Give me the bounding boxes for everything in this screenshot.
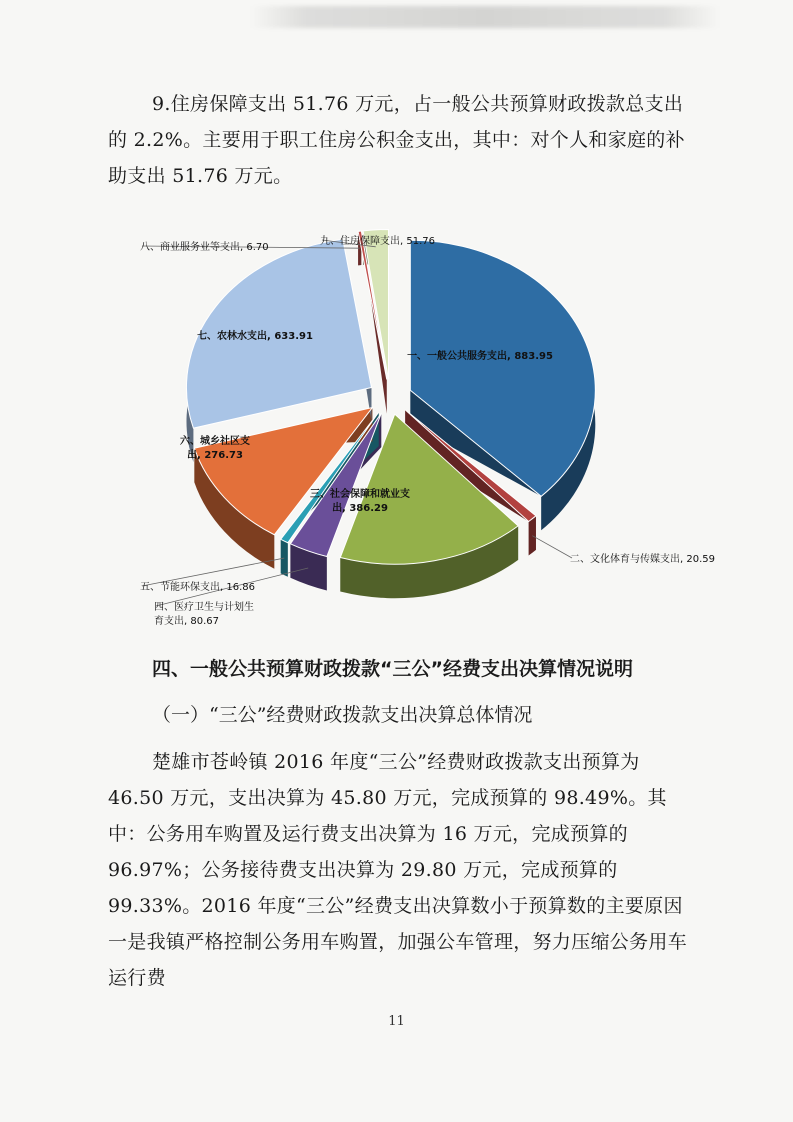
pie-svg [120, 222, 715, 642]
slice-label: 五、节能环保支出, 16.86 [140, 582, 255, 593]
scan-shadow [250, 6, 720, 28]
slice-label: 四、医疗卫生与计划生 [154, 602, 254, 613]
pie-slice [363, 229, 388, 379]
expenditure-pie-chart [120, 222, 715, 642]
label-leader-line [532, 536, 572, 558]
sangong-paragraph: 楚雄市苍岭镇 2016 年度“三公”经费财政拨款支出预算为 46.50 万元，支出决算为 45.80 万元，完成预算的 98.49%。其中：公务用车购置及运行费支出决算为 16 万元，完成预算的 96.97%；公务接待费支出决算为 29.80 万元，完成预算的 99.33%。2016 年度“三公”经费支出决算数小于预算数的主要原因一是我镇严格控制公务用车购置，加强公车管理，努力压缩公务用车运行费 [108, 751, 688, 989]
slice-label: 二、文化体育与传媒支出, 20.59 [570, 554, 715, 565]
slice-label: 九、住房保障支出, 51.76 [320, 236, 435, 247]
slice-label: 一、一般公共服务支出, 883.95 [407, 351, 553, 362]
slice-label: 三、社会保障和就业支 [310, 489, 410, 500]
slice-label: 出, 276.73 [187, 450, 243, 461]
slice-label: 七、农林水支出, 633.91 [197, 331, 313, 342]
page-number: 11 [388, 1014, 405, 1029]
slice-label: 出, 386.29 [332, 503, 388, 514]
slice-label: 六、城乡社区支 [180, 436, 250, 447]
slice-label: 育支出, 80.67 [154, 616, 219, 627]
slice-label: 八、商业服务业等支出, 6.70 [140, 242, 269, 253]
housing-paragraph: 9.住房保障支出 51.76 万元，占一般公共预算财政拨款总支出的 2.2%。主要用于职工住房公积金支出，其中：对个人和家庭的补助支出 51.76 万元。 [108, 93, 685, 187]
section-heading: 四、一般公共预算财政拨款“三公”经费支出决算情况说明 [152, 658, 633, 680]
sub-heading: （一）“三公”经费财政拨款支出决算总体情况 [152, 704, 533, 726]
